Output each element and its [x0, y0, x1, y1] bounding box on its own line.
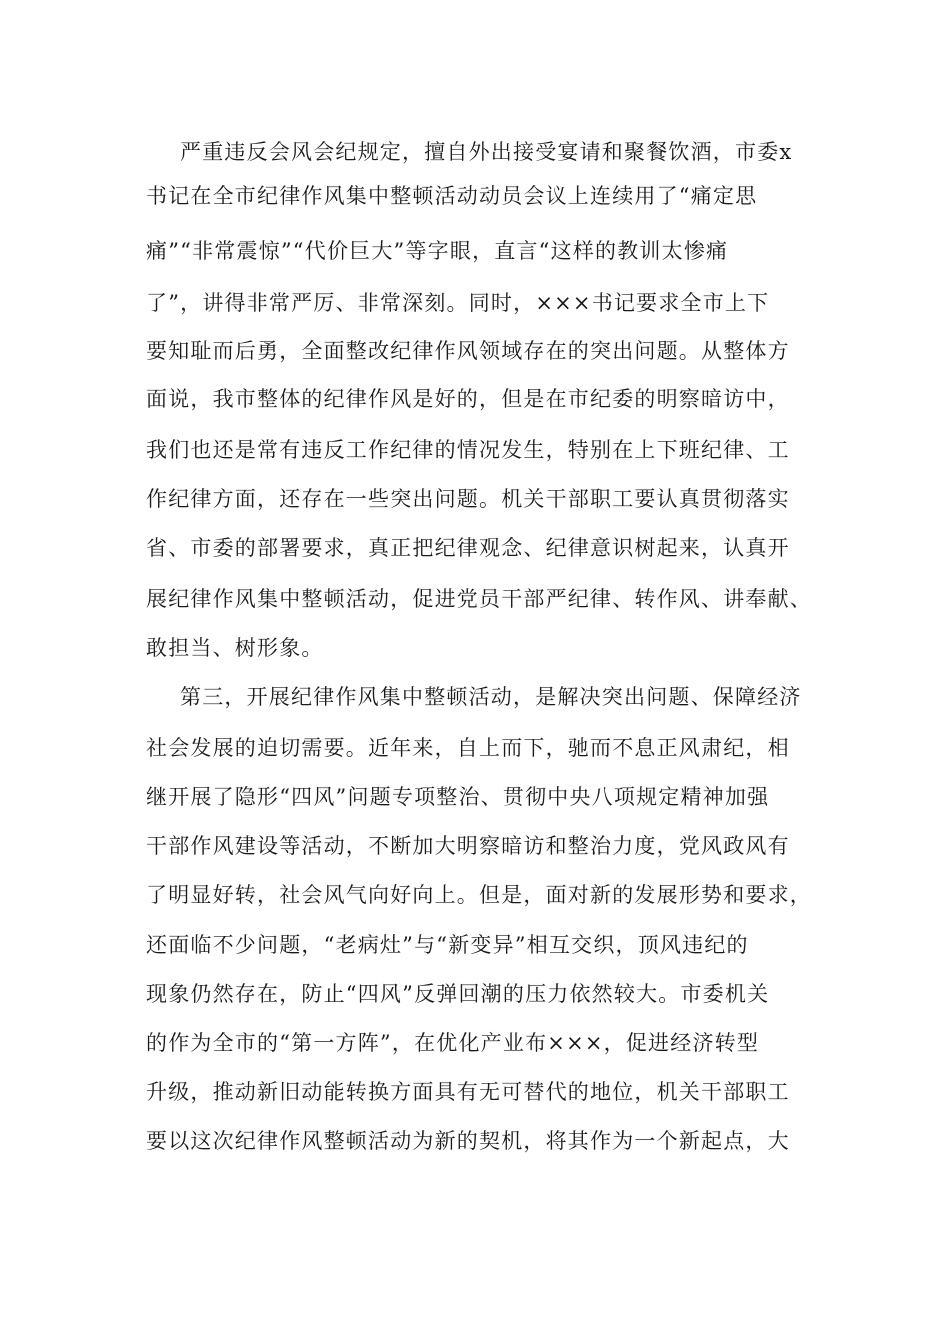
paragraph-line: 了明显好转，社会风气向好向上。但是，面对新的发展形势和要求， — [146, 883, 812, 907]
paragraph-line: 的作为全市的“第一方阵”，在优化产业布×××，促进经济转型 — [146, 1031, 760, 1055]
paragraph-line: 现象仍然存在，防止“四风”反弹回潮的压力依然较大。市委机关 — [146, 982, 770, 1006]
paragraph-line: 了”，讲得非常严厉、非常深刻。同时，×××书记要求全市上下 — [146, 291, 770, 315]
paragraph-line: 展纪律作风集中整顿活动，促进党员干部严纪律、转作风、讲奉献、 — [146, 587, 812, 611]
paragraph-line: 干部作风建设等活动，不断加大明察暗访和整治力度，党风政风有 — [146, 834, 790, 858]
paragraph-line: 痛”“非常震惊”“代价巨大”等字眼，直言“这样的教训太惨痛 — [146, 239, 729, 263]
paragraph-line: 严重违反会风会纪规定，擅自外出接受宴请和聚餐饮酒，市委x — [180, 140, 793, 164]
paragraph-line: 书记在全市纪律作风集中整顿活动动员会议上连续用了“痛定思 — [146, 184, 758, 208]
paragraph-line: 继开展了隐形“四风”问题专项整治、贯彻中央八项规定精神加强 — [146, 785, 770, 809]
paragraph-line: 第三，开展纪律作风集中整顿活动，是解决突出问题、保障经济 — [180, 685, 802, 709]
paragraph-line: 面说，我市整体的纪律作风是好的，但是在市纪委的明察暗访中， — [146, 387, 790, 411]
paragraph-line: 省、市委的部署要求，真正把纪律观念、纪律意识树起来，认真开 — [146, 536, 790, 560]
paragraph-line: 社会发展的迫切需要。近年来，自上而下，驰而不息正风肃纪，相 — [146, 736, 790, 760]
paragraph-line: 作纪律方面，还存在一些突出问题。机关干部职工要认真贯彻落实 — [146, 487, 790, 511]
paragraph-line: 还面临不少问题，“老病灶”与“新变异”相互交织，顶风违纪的 — [146, 933, 749, 957]
paragraph-line: 我们也还是常有违反工作纪律的情况发生，特别在上下班纪律、工 — [146, 438, 790, 462]
paragraph-line: 要以这次纪律作风整顿活动为新的契机，将其作为一个新起点，大 — [146, 1129, 790, 1153]
paragraph-line: 要知耻而后勇，全面整改纪律作风领域存在的突出问题。从整体方 — [146, 339, 790, 363]
paragraph-line: 敢担当、树形象。 — [146, 636, 324, 660]
paragraph-line: 升级，推动新旧动能转换方面具有无可替代的地位，机关干部职工 — [146, 1080, 790, 1104]
